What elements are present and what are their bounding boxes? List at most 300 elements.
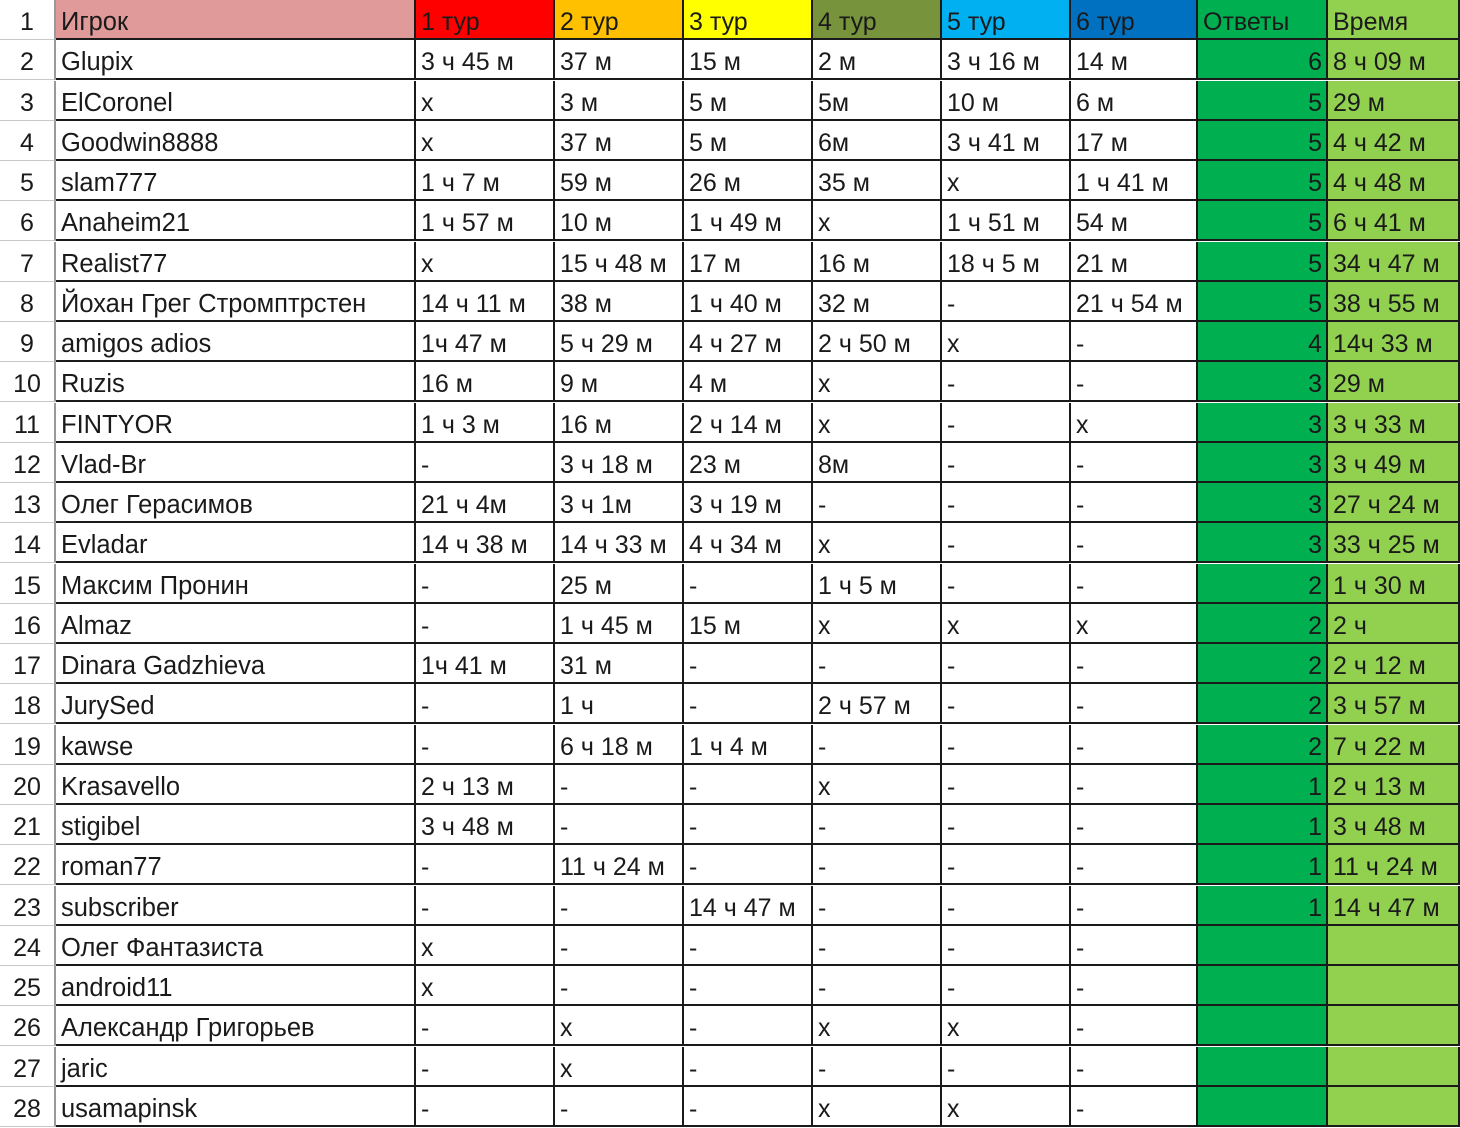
- cell-r4[interactable]: 2 ч 50 м: [813, 322, 942, 362]
- cell-r6[interactable]: -: [1071, 1006, 1198, 1046]
- cell-answers[interactable]: 5: [1198, 161, 1328, 201]
- cell-answers[interactable]: 2: [1198, 644, 1328, 684]
- cell-r3[interactable]: -: [684, 926, 813, 966]
- cell-r5[interactable]: 10 м: [942, 81, 1071, 121]
- cell-answers[interactable]: 5: [1198, 201, 1328, 241]
- cell-r3[interactable]: 1 ч 49 м: [684, 201, 813, 241]
- cell-r5[interactable]: -: [942, 483, 1071, 523]
- row-header[interactable]: 7: [0, 242, 56, 282]
- row-header[interactable]: 19: [0, 725, 56, 765]
- cell-player[interactable]: usamapinsk: [56, 1087, 416, 1127]
- row-header[interactable]: 16: [0, 604, 56, 644]
- cell-r2[interactable]: -: [555, 805, 684, 845]
- cell-player[interactable]: FINTYOR: [56, 403, 416, 443]
- row-header[interactable]: 28: [0, 1087, 56, 1127]
- table-row: [0, 1087, 1460, 1127]
- cell-r1[interactable]: 3 ч 48 м: [416, 805, 555, 845]
- row-header[interactable]: 21: [0, 805, 56, 845]
- row-header[interactable]: 27: [0, 1047, 56, 1087]
- cell-r2[interactable]: -: [555, 1087, 684, 1127]
- row-header[interactable]: 22: [0, 845, 56, 885]
- cell-r4[interactable]: -: [813, 725, 942, 765]
- cell-answers[interactable]: 1: [1198, 886, 1328, 926]
- cell-r4[interactable]: x: [813, 201, 942, 241]
- cell-r6[interactable]: -: [1071, 322, 1198, 362]
- cell-r6[interactable]: -: [1071, 765, 1198, 805]
- cell-r3[interactable]: -: [684, 966, 813, 1006]
- row-header[interactable]: 4: [0, 121, 56, 161]
- cell-r1[interactable]: 1 ч 3 м: [416, 403, 555, 443]
- table-row: [0, 40, 1460, 80]
- cell-time[interactable]: 29 м: [1328, 81, 1460, 121]
- cell-time[interactable]: 3 ч 57 м: [1328, 684, 1460, 724]
- cell-r3[interactable]: 15 м: [684, 604, 813, 644]
- cell-r6[interactable]: 21 м: [1071, 242, 1198, 282]
- cell-time[interactable]: 11 ч 24 м: [1328, 845, 1460, 885]
- cell-time[interactable]: [1328, 926, 1460, 966]
- cell-time[interactable]: 2 ч 13 м: [1328, 765, 1460, 805]
- cell-r2[interactable]: 38 м: [555, 282, 684, 322]
- row-header[interactable]: 18: [0, 684, 56, 724]
- column-header-r6[interactable]: 6 тур: [1071, 0, 1198, 40]
- cell-r3[interactable]: 4 м: [684, 362, 813, 402]
- cell-r6[interactable]: -: [1071, 564, 1198, 604]
- cell-r5[interactable]: 3 ч 16 м: [942, 40, 1071, 80]
- cell-answers[interactable]: [1198, 1087, 1328, 1127]
- cell-r5[interactable]: -: [942, 564, 1071, 604]
- cell-r3[interactable]: 4 ч 27 м: [684, 322, 813, 362]
- cell-r1[interactable]: 3 ч 45 м: [416, 40, 555, 80]
- table-row: [0, 926, 1460, 966]
- row-header[interactable]: 8: [0, 282, 56, 322]
- cell-r6[interactable]: -: [1071, 443, 1198, 483]
- cell-r2[interactable]: 3 м: [555, 81, 684, 121]
- cell-time[interactable]: [1328, 1006, 1460, 1046]
- row-header[interactable]: 12: [0, 443, 56, 483]
- cell-time[interactable]: 8 ч 09 м: [1328, 40, 1460, 80]
- table-row: [0, 403, 1460, 443]
- cell-r2[interactable]: 25 м: [555, 564, 684, 604]
- cell-answers[interactable]: 3: [1198, 362, 1328, 402]
- cell-player[interactable]: slam777: [56, 161, 416, 201]
- cell-r3[interactable]: 26 м: [684, 161, 813, 201]
- cell-r5[interactable]: -: [942, 926, 1071, 966]
- cell-r6[interactable]: -: [1071, 1087, 1198, 1127]
- column-header-r2[interactable]: 2 тур: [555, 0, 684, 40]
- cell-r2[interactable]: 37 м: [555, 121, 684, 161]
- cell-r4[interactable]: 6м: [813, 121, 942, 161]
- cell-answers[interactable]: 2: [1198, 604, 1328, 644]
- cell-r5[interactable]: x: [942, 1006, 1071, 1046]
- cell-r4[interactable]: -: [813, 845, 942, 885]
- cell-r2[interactable]: x: [555, 1006, 684, 1046]
- cell-r5[interactable]: -: [942, 403, 1071, 443]
- cell-r6[interactable]: -: [1071, 845, 1198, 885]
- cell-r5[interactable]: 3 ч 41 м: [942, 121, 1071, 161]
- cell-r1[interactable]: 1 ч 57 м: [416, 201, 555, 241]
- row-header[interactable]: 20: [0, 765, 56, 805]
- row-header-1[interactable]: 1: [0, 0, 56, 40]
- cell-time[interactable]: 3 ч 33 м: [1328, 403, 1460, 443]
- cell-r2[interactable]: 3 ч 18 м: [555, 443, 684, 483]
- cell-r6[interactable]: -: [1071, 886, 1198, 926]
- cell-r2[interactable]: 1 ч 45 м: [555, 604, 684, 644]
- cell-answers[interactable]: 3: [1198, 403, 1328, 443]
- cell-r5[interactable]: -: [942, 966, 1071, 1006]
- row-header[interactable]: 10: [0, 362, 56, 402]
- cell-player[interactable]: Goodwin8888: [56, 121, 416, 161]
- cell-time[interactable]: 34 ч 47 м: [1328, 242, 1460, 282]
- cell-r4[interactable]: -: [813, 966, 942, 1006]
- cell-r5[interactable]: 1 ч 51 м: [942, 201, 1071, 241]
- cell-r4[interactable]: 8м: [813, 443, 942, 483]
- cell-time[interactable]: 2 ч 12 м: [1328, 644, 1460, 684]
- cell-r2[interactable]: 15 ч 48 м: [555, 242, 684, 282]
- cell-player[interactable]: Александр Григорьев: [56, 1006, 416, 1046]
- row-header[interactable]: 17: [0, 644, 56, 684]
- cell-player[interactable]: jaric: [56, 1047, 416, 1087]
- table-row: [0, 483, 1460, 523]
- table-row: [0, 282, 1460, 322]
- cell-answers[interactable]: 5: [1198, 242, 1328, 282]
- cell-r3[interactable]: -: [684, 845, 813, 885]
- row-header[interactable]: 11: [0, 403, 56, 443]
- cell-r3[interactable]: -: [684, 805, 813, 845]
- cell-r2[interactable]: 31 м: [555, 644, 684, 684]
- cell-player[interactable]: Almaz: [56, 604, 416, 644]
- row-header[interactable]: 25: [0, 966, 56, 1006]
- cell-r6[interactable]: 6 м: [1071, 81, 1198, 121]
- cell-time[interactable]: 1 ч 30 м: [1328, 564, 1460, 604]
- cell-r2[interactable]: 14 ч 33 м: [555, 523, 684, 563]
- table-row: [0, 604, 1460, 644]
- cell-answers[interactable]: 1: [1198, 805, 1328, 845]
- cell-r2[interactable]: -: [555, 765, 684, 805]
- table-row: [0, 1047, 1460, 1087]
- cell-r4[interactable]: x: [813, 1087, 942, 1127]
- cell-r6[interactable]: 14 м: [1071, 40, 1198, 80]
- cell-answers[interactable]: [1198, 1047, 1328, 1087]
- cell-r6[interactable]: -: [1071, 725, 1198, 765]
- cell-r1[interactable]: x: [416, 81, 555, 121]
- cell-r4[interactable]: -: [813, 483, 942, 523]
- table-row: [0, 81, 1460, 121]
- cell-time[interactable]: 4 ч 48 м: [1328, 161, 1460, 201]
- cell-player[interactable]: JurySed: [56, 684, 416, 724]
- cell-time[interactable]: 14 ч 47 м: [1328, 886, 1460, 926]
- cell-r5[interactable]: x: [942, 1087, 1071, 1127]
- cell-time[interactable]: 2 ч: [1328, 604, 1460, 644]
- cell-r2[interactable]: -: [555, 886, 684, 926]
- cell-r4[interactable]: 2 м: [813, 40, 942, 80]
- cell-r1[interactable]: -: [416, 1047, 555, 1087]
- cell-r4[interactable]: -: [813, 886, 942, 926]
- cell-r4[interactable]: 32 м: [813, 282, 942, 322]
- cell-r4[interactable]: x: [813, 765, 942, 805]
- cell-r2[interactable]: -: [555, 926, 684, 966]
- cell-r1[interactable]: -: [416, 725, 555, 765]
- cell-r3[interactable]: -: [684, 644, 813, 684]
- cell-r5[interactable]: -: [942, 523, 1071, 563]
- column-header-r5[interactable]: 5 тур: [942, 0, 1071, 40]
- cell-player[interactable]: Evladar: [56, 523, 416, 563]
- cell-r5[interactable]: -: [942, 725, 1071, 765]
- cell-answers[interactable]: 5: [1198, 282, 1328, 322]
- table-row: [0, 805, 1460, 845]
- cell-r1[interactable]: x: [416, 926, 555, 966]
- cell-r4[interactable]: -: [813, 805, 942, 845]
- cell-r1[interactable]: 1ч 41 м: [416, 644, 555, 684]
- cell-r5[interactable]: -: [942, 765, 1071, 805]
- cell-r4[interactable]: 1 ч 5 м: [813, 564, 942, 604]
- row-header[interactable]: 3: [0, 81, 56, 121]
- cell-r6[interactable]: -: [1071, 523, 1198, 563]
- cell-time[interactable]: 3 ч 48 м: [1328, 805, 1460, 845]
- cell-answers[interactable]: 5: [1198, 121, 1328, 161]
- cell-r4[interactable]: -: [813, 926, 942, 966]
- table-row: [0, 161, 1460, 201]
- cell-player[interactable]: Ruzis: [56, 362, 416, 402]
- cell-r3[interactable]: 15 м: [684, 40, 813, 80]
- cell-r4[interactable]: 35 м: [813, 161, 942, 201]
- column-header-time[interactable]: Время: [1328, 0, 1460, 40]
- cell-time[interactable]: 7 ч 22 м: [1328, 725, 1460, 765]
- row-header[interactable]: 14: [0, 523, 56, 563]
- cell-r4[interactable]: -: [813, 644, 942, 684]
- table-row: [0, 765, 1460, 805]
- row-header[interactable]: 26: [0, 1006, 56, 1046]
- cell-time[interactable]: 38 ч 55 м: [1328, 282, 1460, 322]
- cell-r4[interactable]: x: [813, 403, 942, 443]
- cell-r5[interactable]: -: [942, 845, 1071, 885]
- cell-player[interactable]: Realist77: [56, 242, 416, 282]
- row-header[interactable]: 5: [0, 161, 56, 201]
- row-header[interactable]: 24: [0, 926, 56, 966]
- cell-time[interactable]: 3 ч 49 м: [1328, 443, 1460, 483]
- cell-player[interactable]: Олег Фантазиста: [56, 926, 416, 966]
- row-header[interactable]: 13: [0, 483, 56, 523]
- cell-player[interactable]: amigos adios: [56, 322, 416, 362]
- cell-r3[interactable]: 23 м: [684, 443, 813, 483]
- cell-r2[interactable]: 1 ч: [555, 684, 684, 724]
- cell-answers[interactable]: [1198, 966, 1328, 1006]
- cell-r4[interactable]: x: [813, 604, 942, 644]
- cell-answers[interactable]: 5: [1198, 81, 1328, 121]
- cell-time[interactable]: [1328, 966, 1460, 1006]
- cell-r6[interactable]: -: [1071, 966, 1198, 1006]
- cell-r6[interactable]: -: [1071, 1047, 1198, 1087]
- table-row: [0, 322, 1460, 362]
- cell-r3[interactable]: -: [684, 1006, 813, 1046]
- cell-answers[interactable]: 4: [1198, 322, 1328, 362]
- table-row: [0, 886, 1460, 926]
- column-header-answers[interactable]: Ответы: [1198, 0, 1328, 40]
- cell-answers[interactable]: 3: [1198, 523, 1328, 563]
- cell-r6[interactable]: -: [1071, 644, 1198, 684]
- cell-r5[interactable]: 18 ч 5 м: [942, 242, 1071, 282]
- cell-answers[interactable]: 2: [1198, 564, 1328, 604]
- cell-player[interactable]: Vlad-Br: [56, 443, 416, 483]
- cell-player[interactable]: Dinara Gadzhieva: [56, 644, 416, 684]
- cell-r3[interactable]: 17 м: [684, 242, 813, 282]
- cell-answers[interactable]: [1198, 1006, 1328, 1046]
- cell-time[interactable]: [1328, 1047, 1460, 1087]
- cell-r2[interactable]: 3 ч 1м: [555, 483, 684, 523]
- cell-player[interactable]: Олег Герасимов: [56, 483, 416, 523]
- cell-r3[interactable]: 1 ч 40 м: [684, 282, 813, 322]
- cell-r1[interactable]: x: [416, 966, 555, 1006]
- cell-r1[interactable]: -: [416, 1087, 555, 1127]
- cell-r2[interactable]: 9 м: [555, 362, 684, 402]
- cell-r3[interactable]: -: [684, 684, 813, 724]
- cell-answers[interactable]: 2: [1198, 725, 1328, 765]
- cell-player[interactable]: Максим Пронин: [56, 564, 416, 604]
- cell-r5[interactable]: -: [942, 644, 1071, 684]
- cell-player[interactable]: Йохан Грег Стромптрстен: [56, 282, 416, 322]
- cell-r2[interactable]: 5 ч 29 м: [555, 322, 684, 362]
- row-header[interactable]: 2: [0, 40, 56, 80]
- cell-time[interactable]: 4 ч 42 м: [1328, 121, 1460, 161]
- cell-r2[interactable]: 16 м: [555, 403, 684, 443]
- column-header-r3[interactable]: 3 тур: [684, 0, 813, 40]
- cell-r5[interactable]: -: [942, 443, 1071, 483]
- cell-r6[interactable]: 21 ч 54 м: [1071, 282, 1198, 322]
- cell-player[interactable]: stigibel: [56, 805, 416, 845]
- row-header[interactable]: 23: [0, 886, 56, 926]
- column-header-r1[interactable]: 1 тур: [416, 0, 555, 40]
- cell-r4[interactable]: 2 ч 57 м: [813, 684, 942, 724]
- cell-r3[interactable]: 5 м: [684, 121, 813, 161]
- cell-r1[interactable]: 1ч 47 м: [416, 322, 555, 362]
- cell-r1[interactable]: -: [416, 684, 555, 724]
- cell-r2[interactable]: 11 ч 24 м: [555, 845, 684, 885]
- cell-r1[interactable]: 14 ч 38 м: [416, 523, 555, 563]
- cell-r3[interactable]: 2 ч 14 м: [684, 403, 813, 443]
- cell-player[interactable]: android11: [56, 966, 416, 1006]
- cell-r5[interactable]: -: [942, 805, 1071, 845]
- cell-r3[interactable]: -: [684, 765, 813, 805]
- cell-r3[interactable]: 14 ч 47 м: [684, 886, 813, 926]
- cell-r5[interactable]: x: [942, 604, 1071, 644]
- cell-r5[interactable]: -: [942, 282, 1071, 322]
- cell-r1[interactable]: 16 м: [416, 362, 555, 402]
- cell-r6[interactable]: 17 м: [1071, 121, 1198, 161]
- cell-r5[interactable]: -: [942, 1047, 1071, 1087]
- cell-r5[interactable]: -: [942, 886, 1071, 926]
- cell-r2[interactable]: 6 ч 18 м: [555, 725, 684, 765]
- table-row: [0, 1006, 1460, 1046]
- cell-r1[interactable]: 21 ч 4м: [416, 483, 555, 523]
- cell-r1[interactable]: 2 ч 13 м: [416, 765, 555, 805]
- cell-r1[interactable]: -: [416, 886, 555, 926]
- cell-r4[interactable]: 16 м: [813, 242, 942, 282]
- cell-r4[interactable]: x: [813, 1006, 942, 1046]
- cell-time[interactable]: 6 ч 41 м: [1328, 201, 1460, 241]
- cell-r3[interactable]: 5 м: [684, 81, 813, 121]
- table-row: [0, 845, 1460, 885]
- cell-r5[interactable]: x: [942, 322, 1071, 362]
- cell-r3[interactable]: -: [684, 1047, 813, 1087]
- cell-r5[interactable]: -: [942, 684, 1071, 724]
- cell-r2[interactable]: x: [555, 1047, 684, 1087]
- cell-r3[interactable]: 4 ч 34 м: [684, 523, 813, 563]
- cell-r4[interactable]: 5м: [813, 81, 942, 121]
- column-header-r4[interactable]: 4 тур: [813, 0, 942, 40]
- cell-player[interactable]: Krasavello: [56, 765, 416, 805]
- cell-answers[interactable]: 1: [1198, 765, 1328, 805]
- cell-player[interactable]: subscriber: [56, 886, 416, 926]
- column-header-player[interactable]: Игрок: [56, 0, 416, 40]
- cell-answers[interactable]: 6: [1198, 40, 1328, 80]
- cell-r1[interactable]: -: [416, 845, 555, 885]
- cell-answers[interactable]: 3: [1198, 483, 1328, 523]
- cell-r2[interactable]: 59 м: [555, 161, 684, 201]
- table-row: [0, 242, 1460, 282]
- cell-answers[interactable]: 3: [1198, 443, 1328, 483]
- table-row: [0, 201, 1460, 241]
- cell-r6[interactable]: -: [1071, 362, 1198, 402]
- cell-r5[interactable]: x: [942, 161, 1071, 201]
- cell-r5[interactable]: -: [942, 362, 1071, 402]
- cell-r6[interactable]: -: [1071, 926, 1198, 966]
- cell-r3[interactable]: 1 ч 4 м: [684, 725, 813, 765]
- cell-r6[interactable]: -: [1071, 483, 1198, 523]
- cell-player[interactable]: Glupix: [56, 40, 416, 80]
- cell-r3[interactable]: 3 ч 19 м: [684, 483, 813, 523]
- cell-answers[interactable]: [1198, 926, 1328, 966]
- cell-r1[interactable]: -: [416, 564, 555, 604]
- cell-r2[interactable]: 37 м: [555, 40, 684, 80]
- cell-r3[interactable]: -: [684, 1087, 813, 1127]
- cell-r1[interactable]: -: [416, 604, 555, 644]
- cell-player[interactable]: kawse: [56, 725, 416, 765]
- cell-time[interactable]: 14ч 33 м: [1328, 322, 1460, 362]
- cell-r1[interactable]: x: [416, 242, 555, 282]
- cell-r4[interactable]: -: [813, 1047, 942, 1087]
- cell-player[interactable]: ElCoronel: [56, 81, 416, 121]
- cell-r4[interactable]: x: [813, 523, 942, 563]
- cell-player[interactable]: roman77: [56, 845, 416, 885]
- cell-time[interactable]: 27 ч 24 м: [1328, 483, 1460, 523]
- cell-r6[interactable]: 54 м: [1071, 201, 1198, 241]
- cell-r1[interactable]: 1 ч 7 м: [416, 161, 555, 201]
- table-row: [0, 644, 1460, 684]
- row-header[interactable]: 15: [0, 564, 56, 604]
- cell-time[interactable]: 33 ч 25 м: [1328, 523, 1460, 563]
- cell-r6[interactable]: -: [1071, 684, 1198, 724]
- cell-r2[interactable]: 10 м: [555, 201, 684, 241]
- cell-r6[interactable]: 1 ч 41 м: [1071, 161, 1198, 201]
- cell-answers[interactable]: 1: [1198, 845, 1328, 885]
- cell-r6[interactable]: x: [1071, 604, 1198, 644]
- cell-r4[interactable]: x: [813, 362, 942, 402]
- cell-r1[interactable]: -: [416, 443, 555, 483]
- cell-r1[interactable]: -: [416, 1006, 555, 1046]
- cell-answers[interactable]: 2: [1198, 684, 1328, 724]
- cell-r2[interactable]: -: [555, 966, 684, 1006]
- cell-r6[interactable]: -: [1071, 805, 1198, 845]
- cell-r1[interactable]: x: [416, 121, 555, 161]
- row-header[interactable]: 9: [0, 322, 56, 362]
- cell-time[interactable]: [1328, 1087, 1460, 1127]
- cell-r3[interactable]: -: [684, 564, 813, 604]
- cell-r6[interactable]: x: [1071, 403, 1198, 443]
- cell-time[interactable]: 29 м: [1328, 362, 1460, 402]
- cell-player[interactable]: Anaheim21: [56, 201, 416, 241]
- row-header[interactable]: 6: [0, 201, 56, 241]
- table-row: [0, 684, 1460, 724]
- cell-r1[interactable]: 14 ч 11 м: [416, 282, 555, 322]
